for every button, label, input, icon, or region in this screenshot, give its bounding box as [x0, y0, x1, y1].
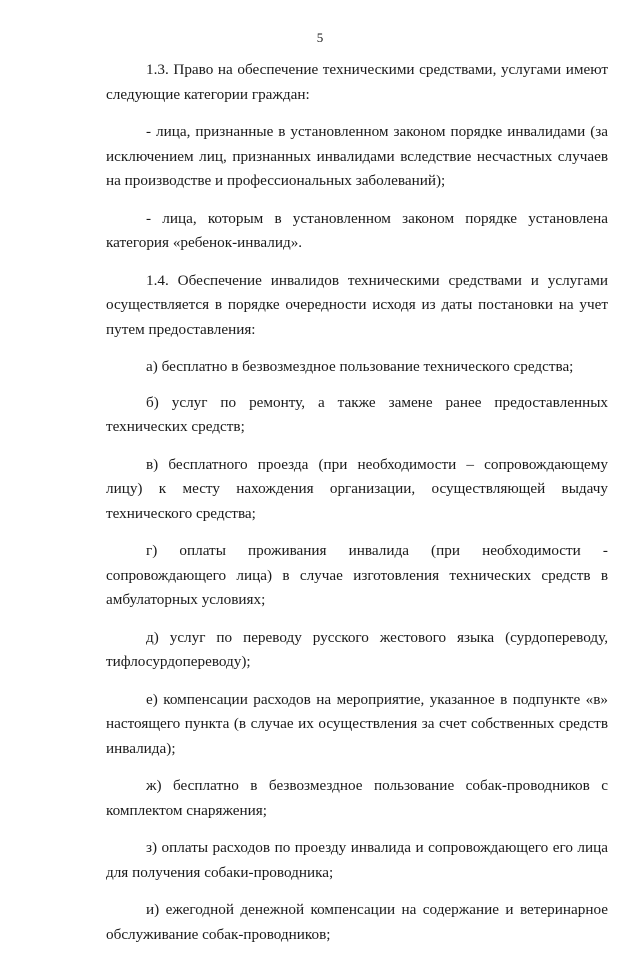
list-item-z: з) оплаты расходов по проезду инвалида и сопровождающего его лица для получения собаки-проводника;	[106, 839, 608, 881]
paragraph-1-3: 1.3. Право на обеспечение техническими средствами, услугами имеют следующие категории граждан:	[106, 61, 608, 103]
list-item-i: и) ежегодной денежной компенсации на содержание и ветеринарное обслуживание собак-проводников;	[106, 901, 608, 943]
document-body	[106, 58, 608, 960]
list-item-v: в) бесплатного проезда (при необходимости – сопровождающему лицу) к месту нахождения организации, осуществляющей выдачу технического средства;	[106, 455, 608, 522]
list-item-b: б) услуг по ремонту, а также замене ранее предоставленных технических средств;	[106, 393, 608, 435]
list-item-zh: ж) бесплатно в безвозмездное пользование собак-проводников с комплектом снаряжения;	[106, 777, 608, 819]
list-item-disabled-child: - лица, которым в установленном законом порядке установлена категория «ребенок-инвалид».	[106, 209, 608, 251]
list-item-a: а) бесплатно в безвозмездное пользование технического средства;	[146, 358, 574, 375]
list-item-g: г) оплаты проживания инвалида (при необходимости - сопровождающего лица) в случае изготовления технических средств в амбулаторных условиях;	[106, 542, 608, 608]
list-item-d: д) услуг по переводу русского жестового языка (сурдопереводу, тифлосурдопереводу);	[106, 628, 608, 670]
list-item-e: е) компенсации расходов на мероприятие, указанное в подпункте «в» настоящего пункта (в случае их осуществления за счет собственных средств инвалида);	[106, 690, 608, 757]
page-number: 5	[316, 30, 324, 45]
list-item-disabled-persons: - лица, признанные в установленном законом порядке инвалидами (за исключением лиц, признанных инвалидами вследствие несчастных случаев на производстве и профессиональных заболеваний);	[106, 123, 608, 189]
paragraph-1-4: 1.4. Обеспечение инвалидов техническими средствами и услугами осуществляется в порядке очередности исходя из даты постановки на учет путем предоставления:	[106, 271, 608, 338]
